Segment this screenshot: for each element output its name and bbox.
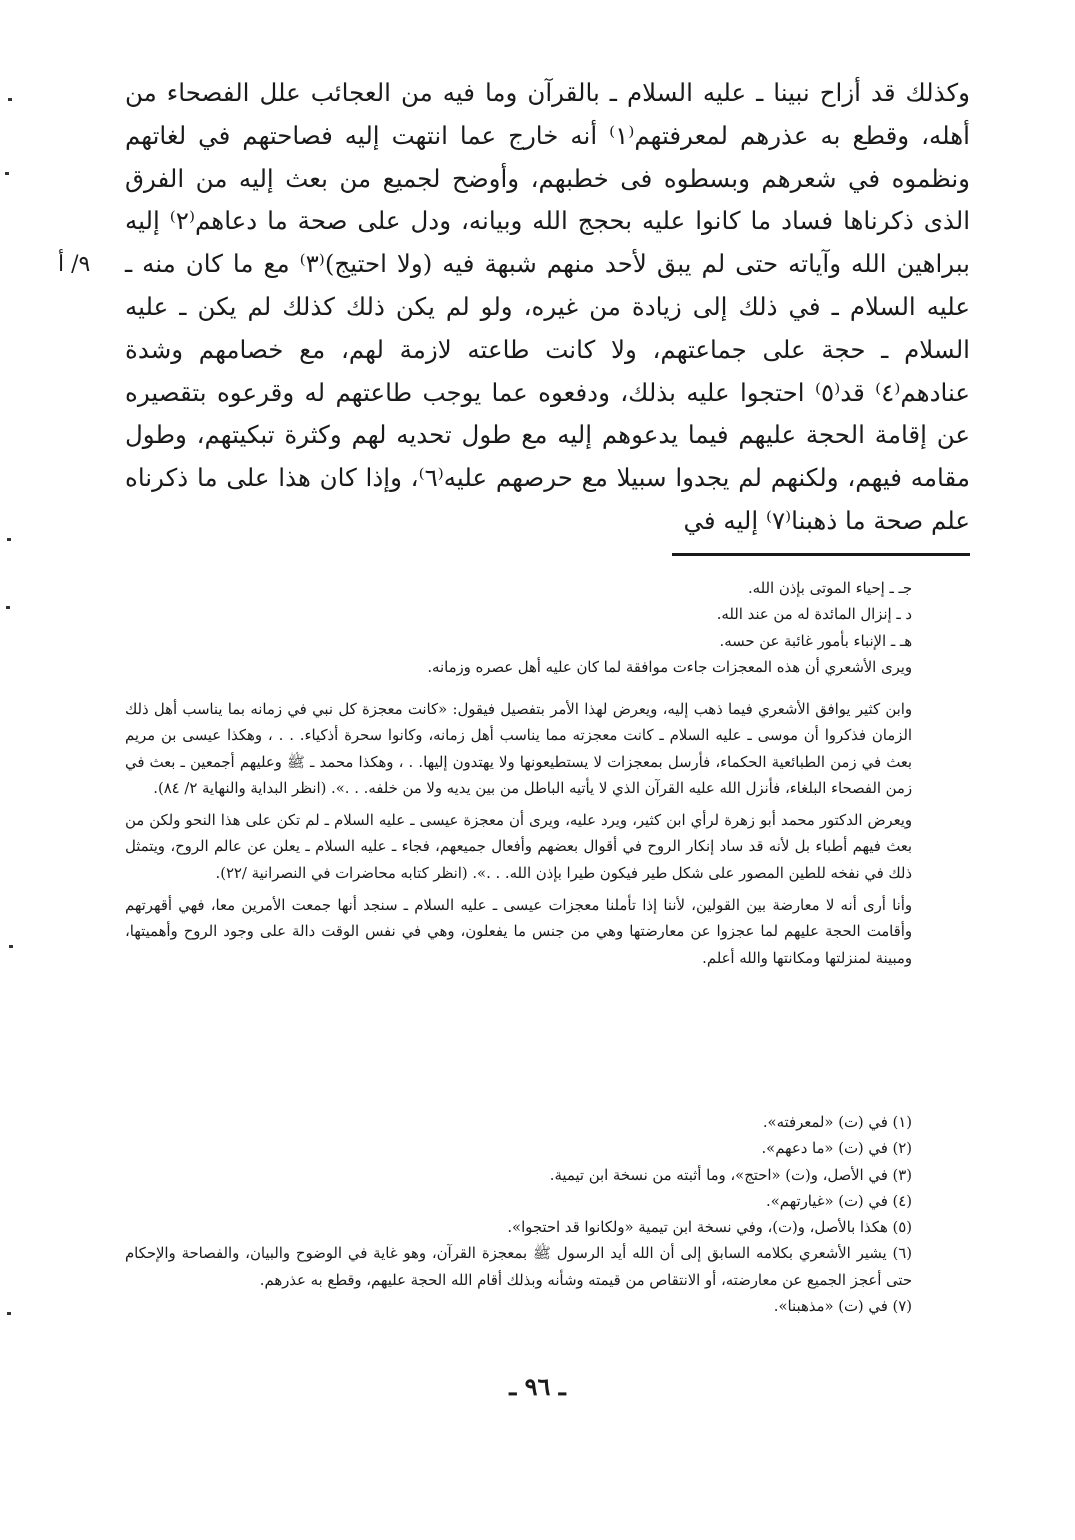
scan-speck [7, 1312, 11, 1315]
footnote: (٦) يشير الأشعري بكلامه السابق إلى أن الله أيد الرسول ﷺ بمعجزة القرآن، وهو غاية في الوضوح والبيان، والفصاحة والإحكام حتى أعجز الجميع عن معارضته، أو الانتقاص من قيمته وشأنه وبذلك أقام الله الحجة عليهم، وقطع به عذرهم. [125, 1245, 912, 1289]
lettered-note: ويرى الأشعري أن هذه المعجزات جاءت موافقة لما كان عليه أهل عصره وزمانه. [427, 658, 912, 676]
lettered-note: جـ ـ إحياء الموتى بإذن الله. [747, 580, 912, 597]
scan-speck [5, 172, 9, 175]
footnote: (٣) في الأصل، و(ت) «احتج»، وما أثبته من نسخة ابن تيمية. [549, 1166, 912, 1184]
commentary-paragraph: وابن كثير يوافق الأشعري فيما ذهب إليه، ويعرض لهذا الأمر بتفصيل فيقول: «كانت معجزة كل نبي في زمانه بما يناسب أهل ذلك الزمان فذكروا أن موسى ـ عليه السلام ـ كانت معجزته مما يناسب أهل زمانه، وكانوا سحرة أذكياء. . . ، وهكذا عيسى بن مريم بعث في زمن الطبائعية الحكماء، فأرسل بمعجزات لا يستطيعونها ولا يهتدون إليها. . ، وهكذا محمد ـ ﷺ وعليهم أجمعين ـ بعث في زمن الفصحاء البلغاء، فأنزل الله عليه القرآن الذي لا يأتيه الباطل من بين يديه ولا من خلفه. . .». (انظر البداية والنهاية ٢/ ٨٤). [125, 701, 912, 797]
footnote-separator [672, 553, 970, 556]
scan-speck [9, 945, 13, 948]
footnote: (١) في (ت) «لمعرفته». [762, 1114, 912, 1131]
lettered-note: د ـ إنزال المائدة له من عند الله. [716, 606, 912, 624]
main-paragraph: وكذلك قد أزاح نبينا ـ عليه السلام ـ بالقرآن وما فيه من العجائب علل الفصحاء من أهله، وقطع به عذرهم لمعرفتهم⁽١⁾ أنه خارج عما انتهت إليه فصاحتهم في لغاتهم ونظموه في شعرهم وبسطوه فى خطبهم، وأوضح لجميع من بعث إليه من الفرق الذى ذكرناها فساد ما كانوا عليه بحجج الله وبيانه، ودل على صحة ما دعاهم⁽٢⁾ إليه ببراهين الله وآياته حتى لم يبق لأحد منهم شبهة فيه (ولا احتيج)⁽٣⁾ مع ما كان منه ـ عليه السلام ـ في ذلك إلى زيادة من غيره، ولو لم يكن ذلك كذلك لم يكن ـ عليه السلام ـ حجة على جماعتهم، ولا كانت طاعته لازمة لهم، مع خصامهم وشدة عنادهم⁽٤⁾ قد⁽٥⁾ احتجوا عليه بذلك، ودفعوه عما يوجب طاعتهم له وقرعوه بتقصيره عن إقامة الحجة عليهم فيما يدعوهم إليه مع طول تحديه لهم وكثرة تبكيتهم، وطول مقامه فيهم، ولكنهم لم يجدوا سبيلا مع حرصهم عليه⁽٦⁾، وإذا كان هذا على ما ذكرناه علم صحة ما ذهبنا⁽٧⁾ إليه في [125, 78, 971, 535]
numbered-footnotes [125, 1110, 970, 1320]
footnote: (٧) في (ت) «مذهبنا». [773, 1298, 912, 1316]
footnote: (٥) هكذا بالأصل، و(ت)، وفي نسخة ابن تيمية «ولكانوا قد احتجوا». [507, 1219, 912, 1237]
lettered-notes [125, 576, 970, 681]
lettered-note: هـ ـ الإنباء بأمور غائبة عن حسه. [719, 632, 912, 650]
commentary [125, 697, 970, 972]
page-number: ـ ٩٦ ـ [509, 1372, 566, 1401]
commentary-paragraph: ويعرض الدكتور محمد أبو زهرة لرأي ابن كثير، ويرد عليه، ويرى أن معجزة عيسى ـ عليه السلام ـ لم تكن على هذا النحو ولكن من بعث فيهم أطباء بل لأنه قد ساد إنكار الروح في أقوال بعضهم وأفعال جميعهم، فجاء ـ عليه السلام ـ يعلن عن عالم الروح، ويتمثل ذلك في نفخه للطين المصور على شكل طير فيكون طيرا بإذن الله. . .». (انظر كتابه محاضرات في النصرانية /٢٢). [125, 812, 912, 882]
scan-speck [6, 606, 10, 609]
scan-speck [8, 98, 12, 101]
footnote: (٤) في (ت) «غيارتهم». [766, 1192, 912, 1210]
scan-speck [7, 538, 11, 541]
manuscript-folio-note: ٩/ أ [58, 252, 91, 277]
main-text [125, 72, 970, 543]
commentary-paragraph: وأنا أرى أنه لا معارضة بين القولين، لأننا إذا تأملنا معجزات عيسى ـ عليه السلام ـ سنجد أنها جمعت الأمرين معا، فهي أقهرتهم وأقامت الحجة عليهم لما عجزوا عن معارضتها وهي من جنس ما يفعلون، وهي في نفس الوقت دالة على وجود الروح وأهميتها، ومبينة لمنزلتها ومكانتها والله أعلم. [125, 897, 912, 967]
footnote: (٢) في (ت) «ما دعهم». [761, 1140, 912, 1158]
